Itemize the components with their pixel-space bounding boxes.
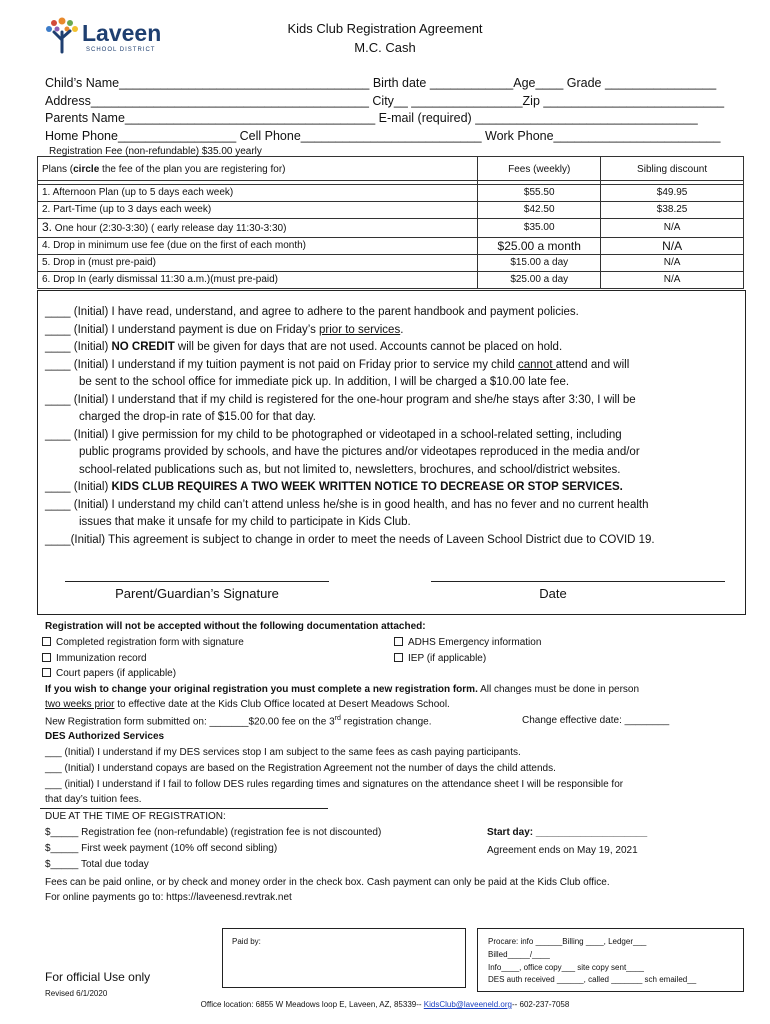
field-line-phones[interactable]: Home Phone_________________ Cell Phone__________________________ Work Phone________________________ [45,129,721,143]
agreement-line-cont: issues that make it unsafe for my child to participate in Kids Club. [79,516,411,528]
table-row[interactable]: 4. Drop in minimum use fee (due on the first of each month) $25.00 a month N/A [38,238,744,255]
des-line[interactable]: ___ (initial) I understand if I fail to follow DES rules regarding times and signatures on the attendance sheet I will be responsible for [45,779,624,790]
procare-line: Billed_____/____ [488,950,550,959]
agreement-line-cont: be sent to the school office for immediate pick up. In addition, I will be charged a $10.00 late fee. [79,376,570,388]
page-subtitle: M.C. Cash [354,40,416,55]
date-label: Date [539,586,567,601]
change-notice-cont: two weeks prior to effective date at the Kids Club Office located at Desert Meadows School. [45,699,450,710]
procare-line: DES auth received ______, called _______ sch emailed__ [488,975,697,984]
agreement-line[interactable]: ____ (Initial) I have read, understand, and agree to adhere to the parent handbook and payment policies. [45,306,579,318]
doc-checkbox-item[interactable]: ADHS Emergency information [394,637,541,648]
doc-checkbox-item[interactable]: Completed registration form with signature [42,637,244,648]
des-line-cont: that day’s tuition fees. [45,794,142,805]
footer-address: Office location: 6855 W Meadows loop E, Laveen, AZ, 85339-- KidsClub@laveeneld.org-- 602-237-7058 [200,1000,570,1009]
field-line-child[interactable]: Child’s Name____________________________________ Birth date ____________Age____ Grade ________________ [45,76,717,90]
due-line[interactable]: $_____ First week payment (10% off second sibling) [45,843,278,854]
change-notice: If you wish to change your original registration you must complete a new registration form. All changes must be done in person [45,684,640,695]
agreement-line[interactable]: ____(Initial) This agreement is subject to change in order to meet the needs of Laveen School District due to COVID 19. [45,533,655,546]
procare-line: Info____, office copy___ site copy sent____ [488,963,644,972]
parent-signature-label: Parent/Guardian’s Signature [115,586,279,601]
plans-header: Plans (circle the fee of the plan you are registering for) [38,157,478,181]
agreement-line[interactable]: ____ (Initial) I understand my child can’t attend unless he/she is in good health, and has no fever and no current health [45,498,649,511]
checkbox[interactable] [42,668,51,677]
agreement-line[interactable]: ____ (Initial) I understand payment is due on Friday’s prior to services. [45,323,404,336]
paid-by-label: Paid by: [232,937,261,946]
agreement-line-cont: public programs provided by schools, and have the pictures and/or videotapes reproduced in the media and/or [79,446,640,458]
revised-date: Revised 6/1/2020 [45,989,108,998]
sibling-header: Sibling discount [601,157,744,181]
registration-fee: Registration Fee (non-refundable) $35.00 yearly [49,146,262,157]
parent-signature-line[interactable] [65,581,329,582]
doc-checkbox-item[interactable]: Immunization record [42,653,147,664]
documentation-heading: Registration will not be accepted without the following documentation attached: [45,621,426,632]
agreement-line-cont: charged the drop-in rate of $15.00 for that day. [79,411,316,423]
agreement-line-cont: school-related publications such as, but not limited to, newsletters, brochures, and school/district websites. [79,463,621,476]
checkbox[interactable] [394,653,403,662]
field-line-parents[interactable]: Parents Name____________________________________ E-mail (required) ________________________________ [45,111,698,125]
agreement-line[interactable]: ____ (Initial) KIDS CLUB REQUIRES A TWO WEEK WRITTEN NOTICE TO DECREASE OR STOP SERVICES. [45,481,623,493]
agreement-ends: Agreement ends on May 19, 2021 [487,845,638,856]
checkbox[interactable] [42,637,51,646]
table-header-row [38,157,744,181]
change-effective-date[interactable]: Change effective date: ________ [522,715,670,726]
due-line[interactable]: $_____ Registration fee (non-refundable) (registration fee is not discounted) [45,827,382,838]
page-title: Kids Club Registration Agreement [287,21,483,36]
table-row[interactable]: 6. Drop In (early dismissal 11:30 a.m.)(must pre-paid) $25.00 a day N/A [38,272,744,289]
date-signature-line[interactable] [431,581,725,582]
field-line-address[interactable]: Address________________________________________ City__ ________________Zip __________________________ [45,94,725,108]
agreement-line[interactable]: ____ (Initial) I understand that if my child is registered for the one-hour program and she/he stays after 3:30, I will be [45,393,636,406]
agreement-line[interactable]: ____ (Initial) I understand if my tuition payment is not paid on Friday prior to service my child cannot attend and will [45,358,630,371]
email-link[interactable]: KidsClub@laveeneld.org [423,1000,512,1009]
checkbox[interactable] [42,653,51,662]
official-use-label: For official Use only [45,970,151,984]
divider [40,808,328,809]
doc-checkbox-item[interactable]: IEP (if applicable) [394,653,486,664]
table-row[interactable]: 1. Afternoon Plan (up to 5 days each week) $55.50 $49.95 [38,185,744,202]
plans-table [37,156,744,289]
payment-info: Fees can be paid online, or by check and money order in the check box. Cash payment can only be paid at the Kids Club office. [45,877,610,888]
des-heading: DES Authorized Services [45,731,165,742]
due-line[interactable]: $_____ Total due today [45,859,149,870]
des-line[interactable]: ___ (Initial) I understand if my DES services stop I am subject to the same fees as cash paying participants. [45,747,521,758]
table-row[interactable]: 3. One hour (2:30-3:30) ( early release day 11:30-3:30) $35.00 N/A [38,219,744,238]
logo-text: Laveen [82,20,162,46]
checkbox[interactable] [394,637,403,646]
procare-line: Procare: info ______Billing ____, Ledger___ [488,937,647,946]
agreement-line[interactable]: ____ (Initial) I give permission for my child to be photographed or videotaped in a school-related setting, including [45,428,622,441]
table-row[interactable]: 5. Drop in (must pre-paid) $15.00 a day N/A [38,255,744,272]
due-heading: DUE AT THE TIME OF REGISTRATION: [45,811,226,822]
logo-subtext: SCHOOL DISTRICT [86,47,156,53]
agreement-line[interactable]: ____ (Initial) NO CREDIT will be given for days that are not used. Accounts cannot be placed on hold. [45,341,563,353]
agreements-list [45,304,655,549]
des-line[interactable]: ___ (Initial) I understand copays are based on the Registration Agreement not the number of days the child attends. [45,763,556,774]
doc-checkbox-item[interactable]: Court papers (if applicable) [42,668,176,679]
new-form-line[interactable]: New Registration form submitted on: _______$20.00 fee on the 3rd registration change. [45,715,432,728]
online-payment-info: For online payments go to: https://laveenesd.revtrak.net [45,892,292,903]
fees-header: Fees (weekly) [478,157,601,181]
start-day[interactable]: Start day: ____________________ [487,827,648,838]
table-row[interactable]: 2. Part-Time (up to 3 days each week) $42.50 $38.25 [38,202,744,219]
